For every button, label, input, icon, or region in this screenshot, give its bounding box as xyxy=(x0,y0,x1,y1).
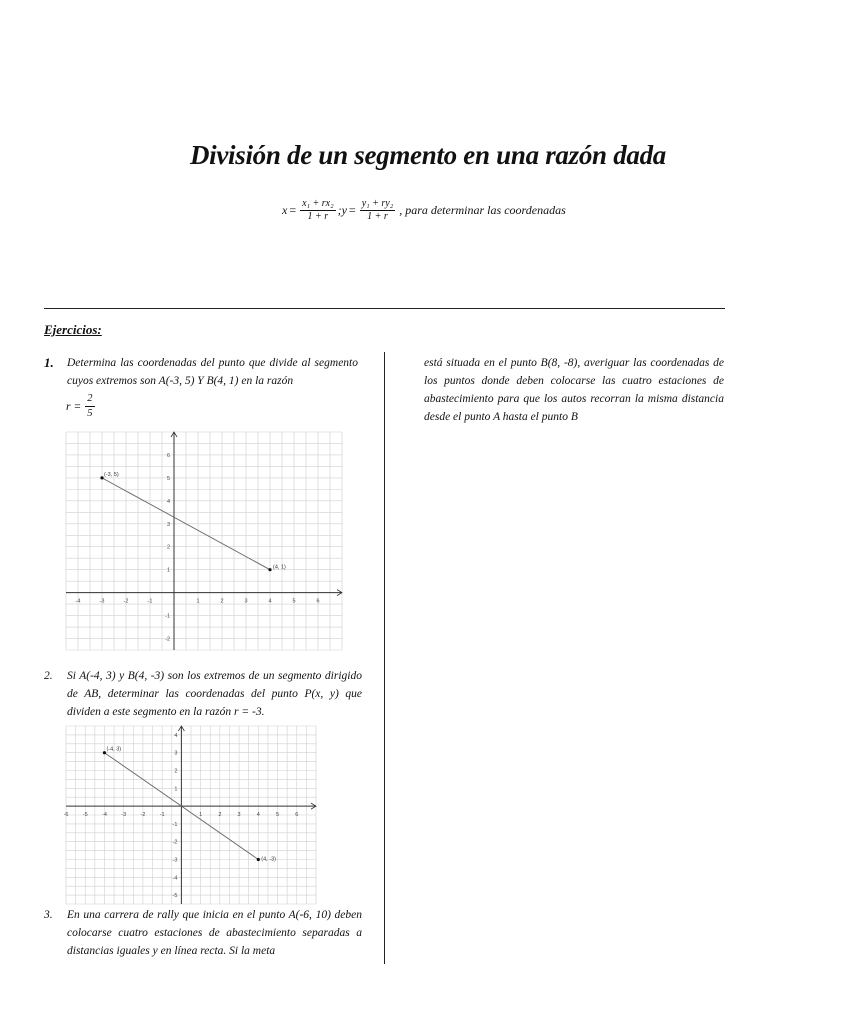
exercises-heading: Ejercicios: xyxy=(44,322,102,337)
x-tick-label: 3 xyxy=(244,598,248,605)
point-label: (-4, 3) xyxy=(106,746,122,753)
y-tick-label: -2 xyxy=(165,636,170,643)
segment-endpoint xyxy=(257,858,260,861)
x-tick-label: -3 xyxy=(121,812,127,819)
ratio-label: r xyxy=(66,400,71,413)
x-tick-label: -4 xyxy=(75,598,81,605)
formula-y-denominator: 1 + r xyxy=(367,211,388,222)
x-tick-label: 2 xyxy=(220,598,224,605)
exercise-number: 1. xyxy=(44,355,54,370)
x-tick-label: -6 xyxy=(63,812,69,819)
y-tick-label: 3 xyxy=(174,750,178,757)
y-tick-label: -4 xyxy=(172,875,178,882)
y-tick-label: 3 xyxy=(166,521,170,528)
formula-y: y xyxy=(341,203,347,217)
x-tick-label: 3 xyxy=(237,812,241,819)
x-tick-label: 6 xyxy=(316,598,320,605)
y-tick-label: -1 xyxy=(165,613,170,620)
ratio-numerator: 2 xyxy=(85,392,94,407)
point-label: (-3, 5) xyxy=(104,471,119,478)
y-tick-label: 6 xyxy=(166,452,170,459)
exercise-3 xyxy=(44,906,362,962)
y-tick-label: 1 xyxy=(166,567,170,574)
ratio-equals: = xyxy=(73,400,82,413)
x-tick-label: -2 xyxy=(140,812,146,819)
exercise-number: 3. xyxy=(44,909,53,921)
formula-equals-x: = xyxy=(289,203,297,217)
segment-endpoint xyxy=(268,568,271,571)
formula-y-numerator: y₁ + ry₂ xyxy=(361,198,394,209)
division-formula xyxy=(282,198,566,223)
exercise-1 xyxy=(44,354,358,394)
y-tick-label: 4 xyxy=(166,498,170,505)
x-tick-label: -3 xyxy=(99,598,105,605)
x-tick-label: -2 xyxy=(123,598,129,605)
exercise-text: Determina las coordenadas del punto que divide al segmento cuyos extremos son A(-3, 5) Y B(4, 1) en la razón xyxy=(67,357,358,387)
x-tick-label: 5 xyxy=(292,598,296,605)
y-tick-label: 2 xyxy=(166,544,170,551)
x-tick-label: 4 xyxy=(256,812,260,819)
x-tick-label: -1 xyxy=(159,812,165,819)
horizontal-divider xyxy=(44,308,725,309)
point-label: (4, 1) xyxy=(273,564,286,571)
formula-x-fraction xyxy=(300,198,335,223)
chart-exercise-2 xyxy=(63,726,316,904)
ratio-expression xyxy=(66,392,97,421)
y-tick-label: 1 xyxy=(174,786,178,793)
x-tick-label: 1 xyxy=(196,598,200,605)
x-tick-label: -5 xyxy=(82,812,88,819)
x-tick-label: 2 xyxy=(218,812,222,819)
x-tick-label: -1 xyxy=(147,598,153,605)
y-tick-label: -1 xyxy=(172,821,178,828)
formula-x-numerator: x₁ + rx₂ xyxy=(302,198,334,209)
x-tick-label: 1 xyxy=(199,812,203,819)
formula-equals-y: = xyxy=(348,203,356,217)
x-tick-label: -4 xyxy=(102,812,107,819)
y-tick-label: 2 xyxy=(174,768,178,775)
x-tick-label: 6 xyxy=(295,812,299,819)
exercise-text: En una carrera de rally que inicia en el punto A(-6, 10) deben colocarse cuatro estaciones de abastecimiento separadas a distancias iguales y en línea recta. Si la meta xyxy=(67,909,362,957)
exercise-2 xyxy=(44,667,362,723)
exercise-number: 2. xyxy=(44,670,53,682)
column-divider xyxy=(384,352,385,964)
point-label: (4, -3) xyxy=(261,856,276,863)
x-tick-label: 4 xyxy=(268,598,272,605)
ratio-denominator: 5 xyxy=(87,408,93,419)
x-tick-label: 5 xyxy=(276,812,280,819)
formula-x-denominator: 1 + r xyxy=(307,211,329,222)
y-tick-label: -3 xyxy=(172,857,178,864)
chart-exercise-1 xyxy=(66,432,342,650)
page-title: División de un segmento en una razón dada xyxy=(189,140,667,170)
exercise-3-continuation: está situada en el punto B(8, -8), averiguar las coordenadas de los puntos donde deben colocarse las cuatro estaciones de abastecimiento para que los autos recorran la misma distancia desde el punto A hasta el punto B xyxy=(424,357,724,423)
y-tick-label: 4 xyxy=(174,732,178,739)
formula-y-fraction xyxy=(360,198,395,223)
y-tick-label: 5 xyxy=(166,475,170,482)
exercise-text: Si A(-4, 3) y B(4, -3) son los extremos de un segmento dirigido de AB, determinar las coordenadas del punto P(x, y) que dividen a este segmento en la razón r = -3. xyxy=(67,670,362,718)
y-tick-label: -5 xyxy=(172,893,178,900)
formula-separator: ; xyxy=(337,203,342,217)
ratio-fraction xyxy=(85,392,94,421)
formula-x: x xyxy=(282,203,288,217)
formula-description: , para determinar las coordenadas xyxy=(399,203,566,217)
y-tick-label: -2 xyxy=(172,839,178,846)
